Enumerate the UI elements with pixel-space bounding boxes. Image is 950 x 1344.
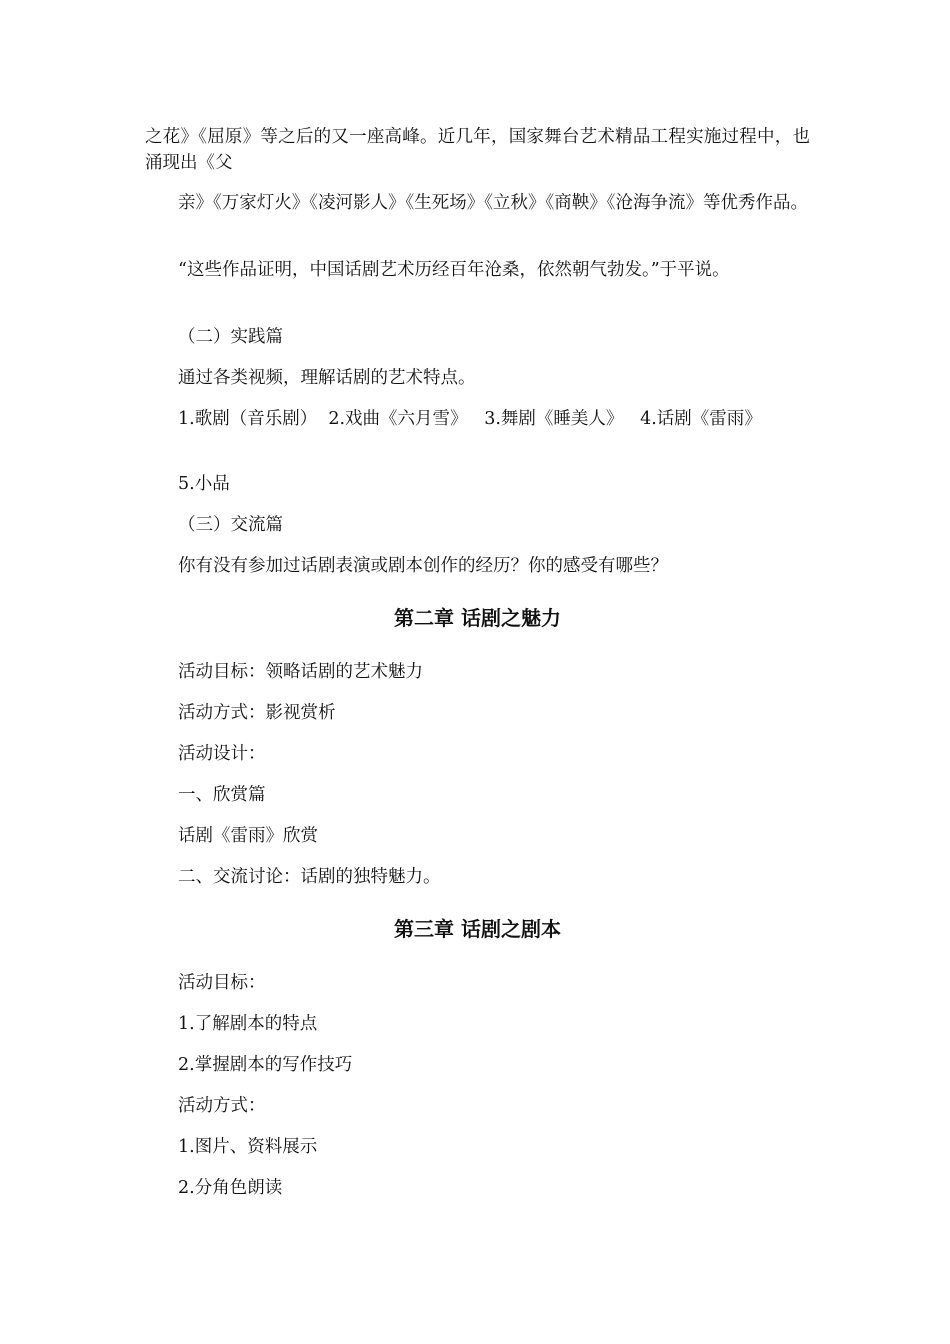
list-item-sketch: 5.小品 (178, 474, 230, 494)
chapter2-title: 第二章 话剧之魅力 (394, 606, 561, 630)
section-exchange-heading: （三）交流篇 (178, 515, 283, 535)
list-performance-types: 1.歌剧（音乐剧） 2.戏曲《六月雪》 3.舞剧《睡美人》 4.话剧《雷雨》 (178, 409, 762, 429)
chapter2-line: 活动设计： (178, 744, 266, 764)
paragraph-works-list: 亲》《万家灯火》《凌河影人》《生死场》《立秋》《商鞅》《沧海争流》等优秀作品。 (178, 193, 808, 213)
chapter3-title: 第三章 话剧之剧本 (394, 917, 561, 941)
chapter3-line: 2.分角色朗读 (178, 1178, 283, 1198)
section-practice-heading: （二）实践篇 (178, 327, 283, 347)
chapter2-line: 二、交流讨论：话剧的独特魅力。 (178, 867, 441, 887)
chapter2-line: 话剧《雷雨》欣赏 (178, 826, 318, 846)
paragraph-continuation: 之花》《屈原》等之后的又一座高峰。近几年，国家舞台艺术精品工程实施过程中，也涌现出《父 (145, 127, 810, 173)
chapter3-line: 活动方式： (178, 1096, 266, 1116)
chapter2-line: 一、欣赏篇 (178, 785, 266, 805)
chapter2-line: 活动方式：影视赏析 (178, 703, 336, 723)
chapter3-line: 活动目标： (178, 973, 266, 993)
chapter3-line: 1.图片、资料展示 (178, 1137, 318, 1157)
paragraph-question: 你有没有参加过话剧表演或剧本创作的经历？你的感受有哪些？ (178, 556, 668, 576)
chapter2-line: 活动目标：领略话剧的艺术魅力 (178, 662, 423, 682)
chapter3-line: 1.了解剧本的特点 (178, 1014, 318, 1034)
chapter3-line: 2.掌握剧本的写作技巧 (178, 1055, 353, 1075)
paragraph-quote: “这些作品证明，中国话剧艺术历经百年沧桑，依然朝气勃发。”于平说。 (178, 260, 730, 280)
paragraph-practice-intro: 通过各类视频，理解话剧的艺术特点。 (178, 368, 476, 388)
